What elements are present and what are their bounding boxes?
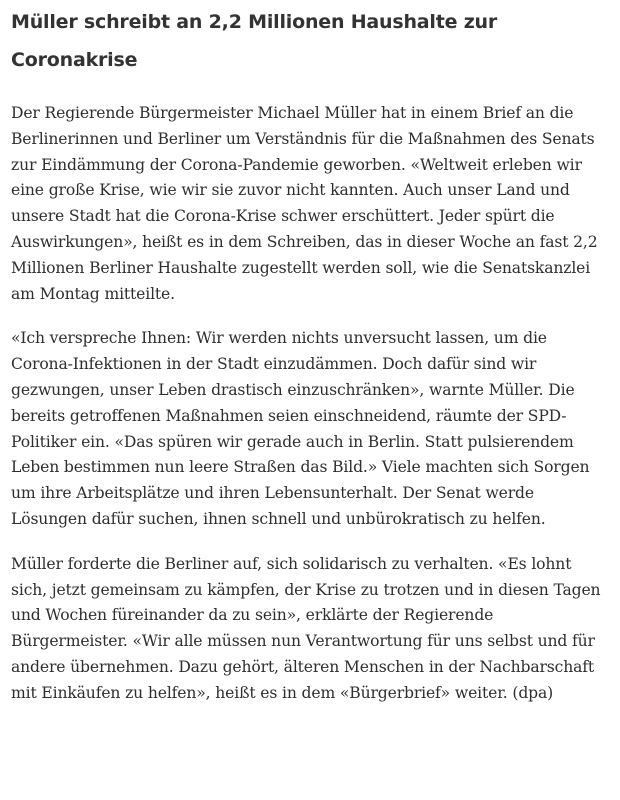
article-paragraph-3: Müller forderte die Berliner auf, sich solidarisch zu verhalten. «Es lohnt sich, jetzt gemeinsam zu kämpfen, der Krise zu trotzen und in diesen Tagen und Wochen füreinander da zu sein», erklärte der Regierende Bürgermeister. «Wir alle müssen nun Verantwortung für uns selbst und für andere übernehmen. Dazu gehört, älteren Menschen in der Nachbarschaft mit Einkäufen zu helfen», heißt es in dem «Bürgerbrief» weiter. (dpa): [11, 554, 601, 702]
article-paragraph-1: Der Regierende Bürgermeister Michael Müller hat in einem Brief an die Berlinerinnen und Berliner um Verständnis für die Maßnahmen des Senats zur Eindämmung der Corona-Pandemie geworben. «Weltweit erleben wir eine große Krise, wie wir sie zuvor nicht kannten. Auch unser Land und unsere Stadt hat die Corona-Krise schwer erschüttert. Jeder spürt die Auswirkungen», heißt es in dem Schreiben, das in dieser Woche an fast 2,2 Millionen Berliner Haushalte zugestellt werden soll, wie die Senatskanzlei am Montag mitteilte.: [11, 104, 598, 303]
article-headline: Müller schreibt an 2,2 Millionen Haushalte zur Coronakrise: [11, 11, 498, 71]
article-paragraph-2: «Ich verspreche Ihnen: Wir werden nichts unversucht lassen, um die Corona-Infektionen in der Stadt einzudämmen. Doch dafür sind wir gezwungen, unser Leben drastisch einzuschränken», warnte Müller. Die bereits getroffenen Maßnahmen seien einschneidend, räumte der SPD-Politiker ein. «Das spüren wir gerade auch in Berlin. Statt pulsierendem Leben bestimmen nun leere Straßen das Bild.» Viele machten sich Sorgen um ihre Arbeitsplätze und ihren Lebensunterhalt. Der Senat werde Lösungen dafür suchen, ihnen schnell und unbürokratisch zu helfen.: [11, 329, 590, 528]
